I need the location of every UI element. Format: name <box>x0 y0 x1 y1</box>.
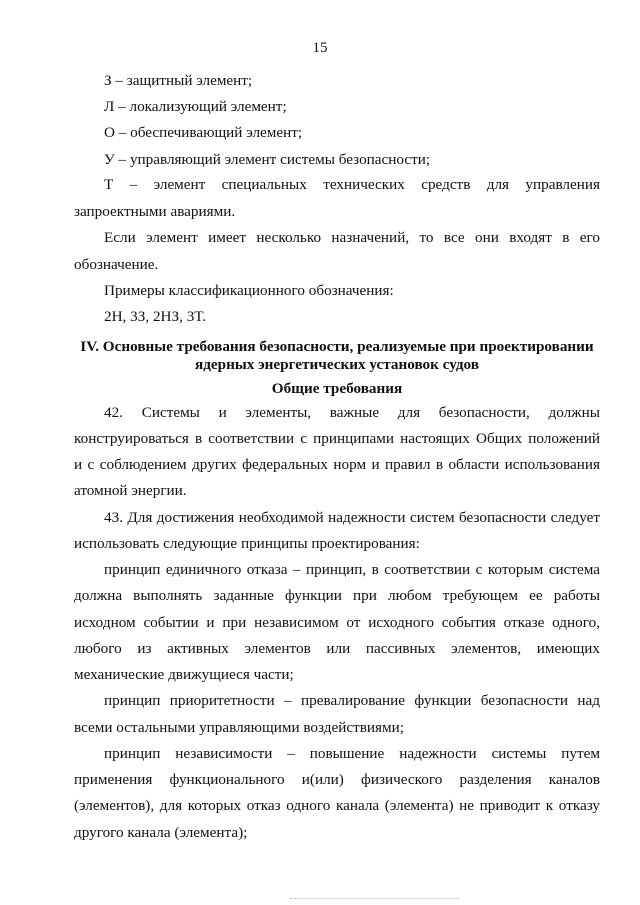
p43-line2: использовать следующие принципы проектирования: <box>74 535 420 552</box>
single-failure-line5: механические движущиеся части; <box>74 666 294 683</box>
examples-label: Примеры классификационного обозначения: <box>104 282 394 299</box>
p42-line4: атомной энергии. <box>74 482 187 499</box>
p42-line2: конструироваться в соответствии с принципами настоящих Общих положений <box>74 430 600 447</box>
p43-line1: 43. Для достижения необходимой надежности систем безопасности следует <box>104 509 600 526</box>
subheading: Общие требования <box>271 380 403 397</box>
independence-line3: (элементов), для которых отказ одного канала (элемента) не приводит к отказу <box>74 797 600 814</box>
multi-purpose-line2: обозначение. <box>74 256 159 273</box>
section-heading-line2: ядерных энергетических установок судов <box>195 356 479 373</box>
single-failure-line2: должна выполнять заданные функции при любом требующем ее работы <box>74 587 600 604</box>
priority-line1: принцип приоритетности – превалирование функции безопасности над <box>104 692 600 709</box>
legend-item-t-line2: запроектными авариями. <box>74 203 236 220</box>
independence-line1: принцип независимости – повышение надежности системы путем <box>104 745 600 762</box>
priority-line2: всеми остальными управляющими воздействиями; <box>74 719 404 736</box>
single-failure-line1: принцип единичного отказа – принцип, в соответствии с которым система <box>104 561 600 578</box>
independence-line2: применения функционального и(или) физического разделения каналов <box>74 771 600 788</box>
multi-purpose-line1: Если элемент имеет несколько назначений, то все они входят в его <box>104 229 600 246</box>
legend-item-t-line1: Т – элемент специальных технических средств для управления <box>104 176 600 193</box>
scan-edge-divider <box>290 898 460 900</box>
section-heading-line1: IV. Основные требования безопасности, реализуемые при проектировании <box>80 338 594 355</box>
single-failure-line4: любого из активных элементов или пассивных элементов, имеющих <box>74 640 600 657</box>
p42-line3: и с соблюдением других федеральных норм и правил в области использования <box>74 456 600 473</box>
page-number: 15 <box>312 40 328 56</box>
legend-item-o: О – обеспечивающий элемент; <box>104 124 303 141</box>
legend-item-l: Л – локализующий элемент; <box>104 98 287 115</box>
p42-line1: 42. Системы и элементы, важные для безопасности, должны <box>104 404 600 421</box>
legend-item-z: З – защитный элемент; <box>104 72 253 89</box>
single-failure-line3: исходном событии и при независимом от исходного события отказе одного, <box>74 614 600 631</box>
legend-item-u: У – управляющий элемент системы безопасности; <box>104 151 431 168</box>
independence-line4: другого канала (элемента); <box>74 824 248 841</box>
examples-value: 2Н, 3З, 2НЗ, 3Т. <box>104 308 206 325</box>
